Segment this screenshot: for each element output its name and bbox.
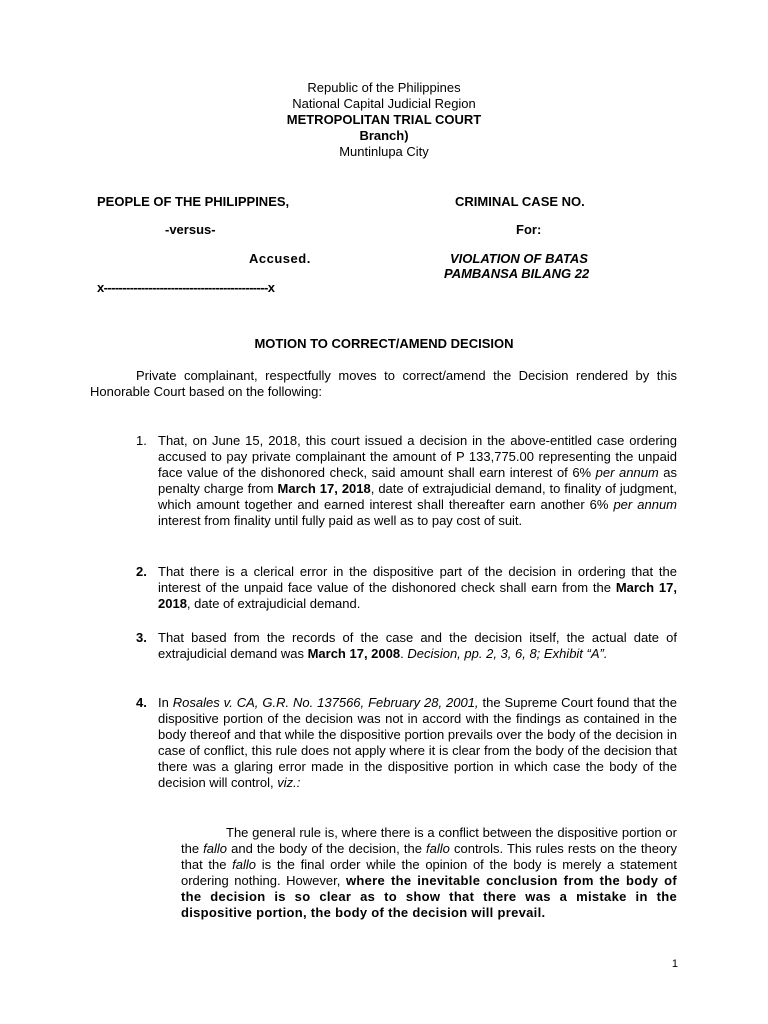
caption-offense-1: VIOLATION OF BATAS [450, 251, 588, 266]
item-3-text-b: . [400, 646, 408, 661]
item-1-text-a: That, on June 15, 2018, this court issued a decision in the above-entitled case ordering accused to pay private complainant the amount of P 133,775.00 representing the unpaid face value of the dishonored check, said amount shall earn interest of 6% [158, 433, 677, 480]
caption-separator: x--------------------------------------------x [97, 280, 275, 295]
caption-offense-2: PAMBANSA BILANG 22 [444, 266, 590, 281]
item-1-per-annum-2: per annum [613, 497, 677, 512]
caption-case-no: CRIMINAL CASE NO. [455, 194, 585, 209]
header-republic: Republic of the Philippines [307, 80, 461, 95]
item-1-text-d: interest from finality until fully paid as well as to pay cost of suit. [158, 513, 523, 528]
item-2-text [158, 564, 677, 612]
item-3-text [158, 630, 677, 662]
item-2-date: March 17, 2018 [158, 580, 677, 611]
caption-plaintiff: PEOPLE OF THE PHILIPPINES, [97, 194, 290, 209]
header-region: National Capital Judicial Region [292, 96, 476, 111]
header-branch: Branch) [359, 128, 409, 143]
motion-title: MOTION TO CORRECT/AMEND DECISION [254, 336, 514, 351]
item-4-text [158, 695, 677, 791]
block-quote [181, 825, 677, 921]
item-1-per-annum-1: per annum [595, 465, 659, 480]
item-3-text-a: That based from the records of the case and the decision itself, the actual date of extrajudicial demand was [158, 630, 677, 661]
item-4-citation: Rosales v. CA, G.R. No. 137566, February 28, 2001, [172, 695, 479, 710]
page-number: 1 [671, 958, 678, 970]
quote-text-c: controls. This rules rests on the theory that the [181, 841, 678, 872]
quote-fallo-3: fallo [232, 857, 257, 872]
quote-fallo-2: fallo [426, 841, 450, 856]
intro-paragraph: Private complainant, respectfully moves to correct/amend the Decision rendered by this Honorable Court based on the following: [90, 368, 677, 399]
item-1-text-b: as penalty charge from [158, 465, 677, 496]
caption-for: For: [516, 222, 542, 237]
item-1-date: March 17, 2018 [277, 481, 371, 496]
item-1-text-c: , date of extrajudicial demand, to finality of judgment, which amount together and earned interest shall thereafter earn another 6% [158, 481, 677, 512]
item-2-text-a: That there is a clerical error in the dispositive part of the decision in ordering that the interest of the unpaid face value of the dishonored check shall earn from the [158, 564, 677, 595]
header-court: METROPOLITAN TRIAL COURT [286, 112, 482, 127]
caption-versus: -versus- [165, 222, 216, 237]
quote-text-b: and the body of the decision, the [227, 841, 427, 856]
item-2-text-b: , date of extrajudicial demand. [186, 596, 361, 611]
quote-text-d: is the final order while the opinion of the body is merely a statement ordering nothing. However, [181, 857, 677, 888]
header-city: Muntinlupa City [339, 144, 429, 159]
item-4-viz: viz.: [277, 775, 301, 790]
item-4-text-b: the Supreme Court found that the dispositive portion of the decision was not in accord with the findings as contained in the body thereof and that while the dispositive portion prevails over the body of the decision in case of conflict, this rule does not apply where it is clear from the body of the decision that there was a glaring error made in the dispositive portion in which case the body of the decision will control, [158, 695, 677, 790]
item-1-number: 1. [136, 433, 147, 448]
quote-fallo-1: fallo [203, 841, 228, 856]
item-4-number: 4. [136, 695, 147, 710]
item-2-number: 2. [136, 564, 147, 579]
caption-accused: Accused. [249, 251, 311, 266]
item-3-date: March 17, 2008 [307, 646, 401, 661]
quote-text-a: The general rule is, where there is a conflict between the dispositive portion or the [181, 825, 677, 856]
item-3-citation: Decision, pp. 2, 3, 6, 8; Exhibit “A”. [407, 646, 608, 661]
item-3-number: 3. [136, 630, 147, 645]
quote-emphasis: where the inevitable conclusion from the body of the decision is so clear as to show that there was a mistake in the dispositive portion, the body of the decision will prevail. [181, 873, 678, 920]
item-4-text-a: In [158, 695, 173, 710]
item-1-text [158, 433, 677, 529]
